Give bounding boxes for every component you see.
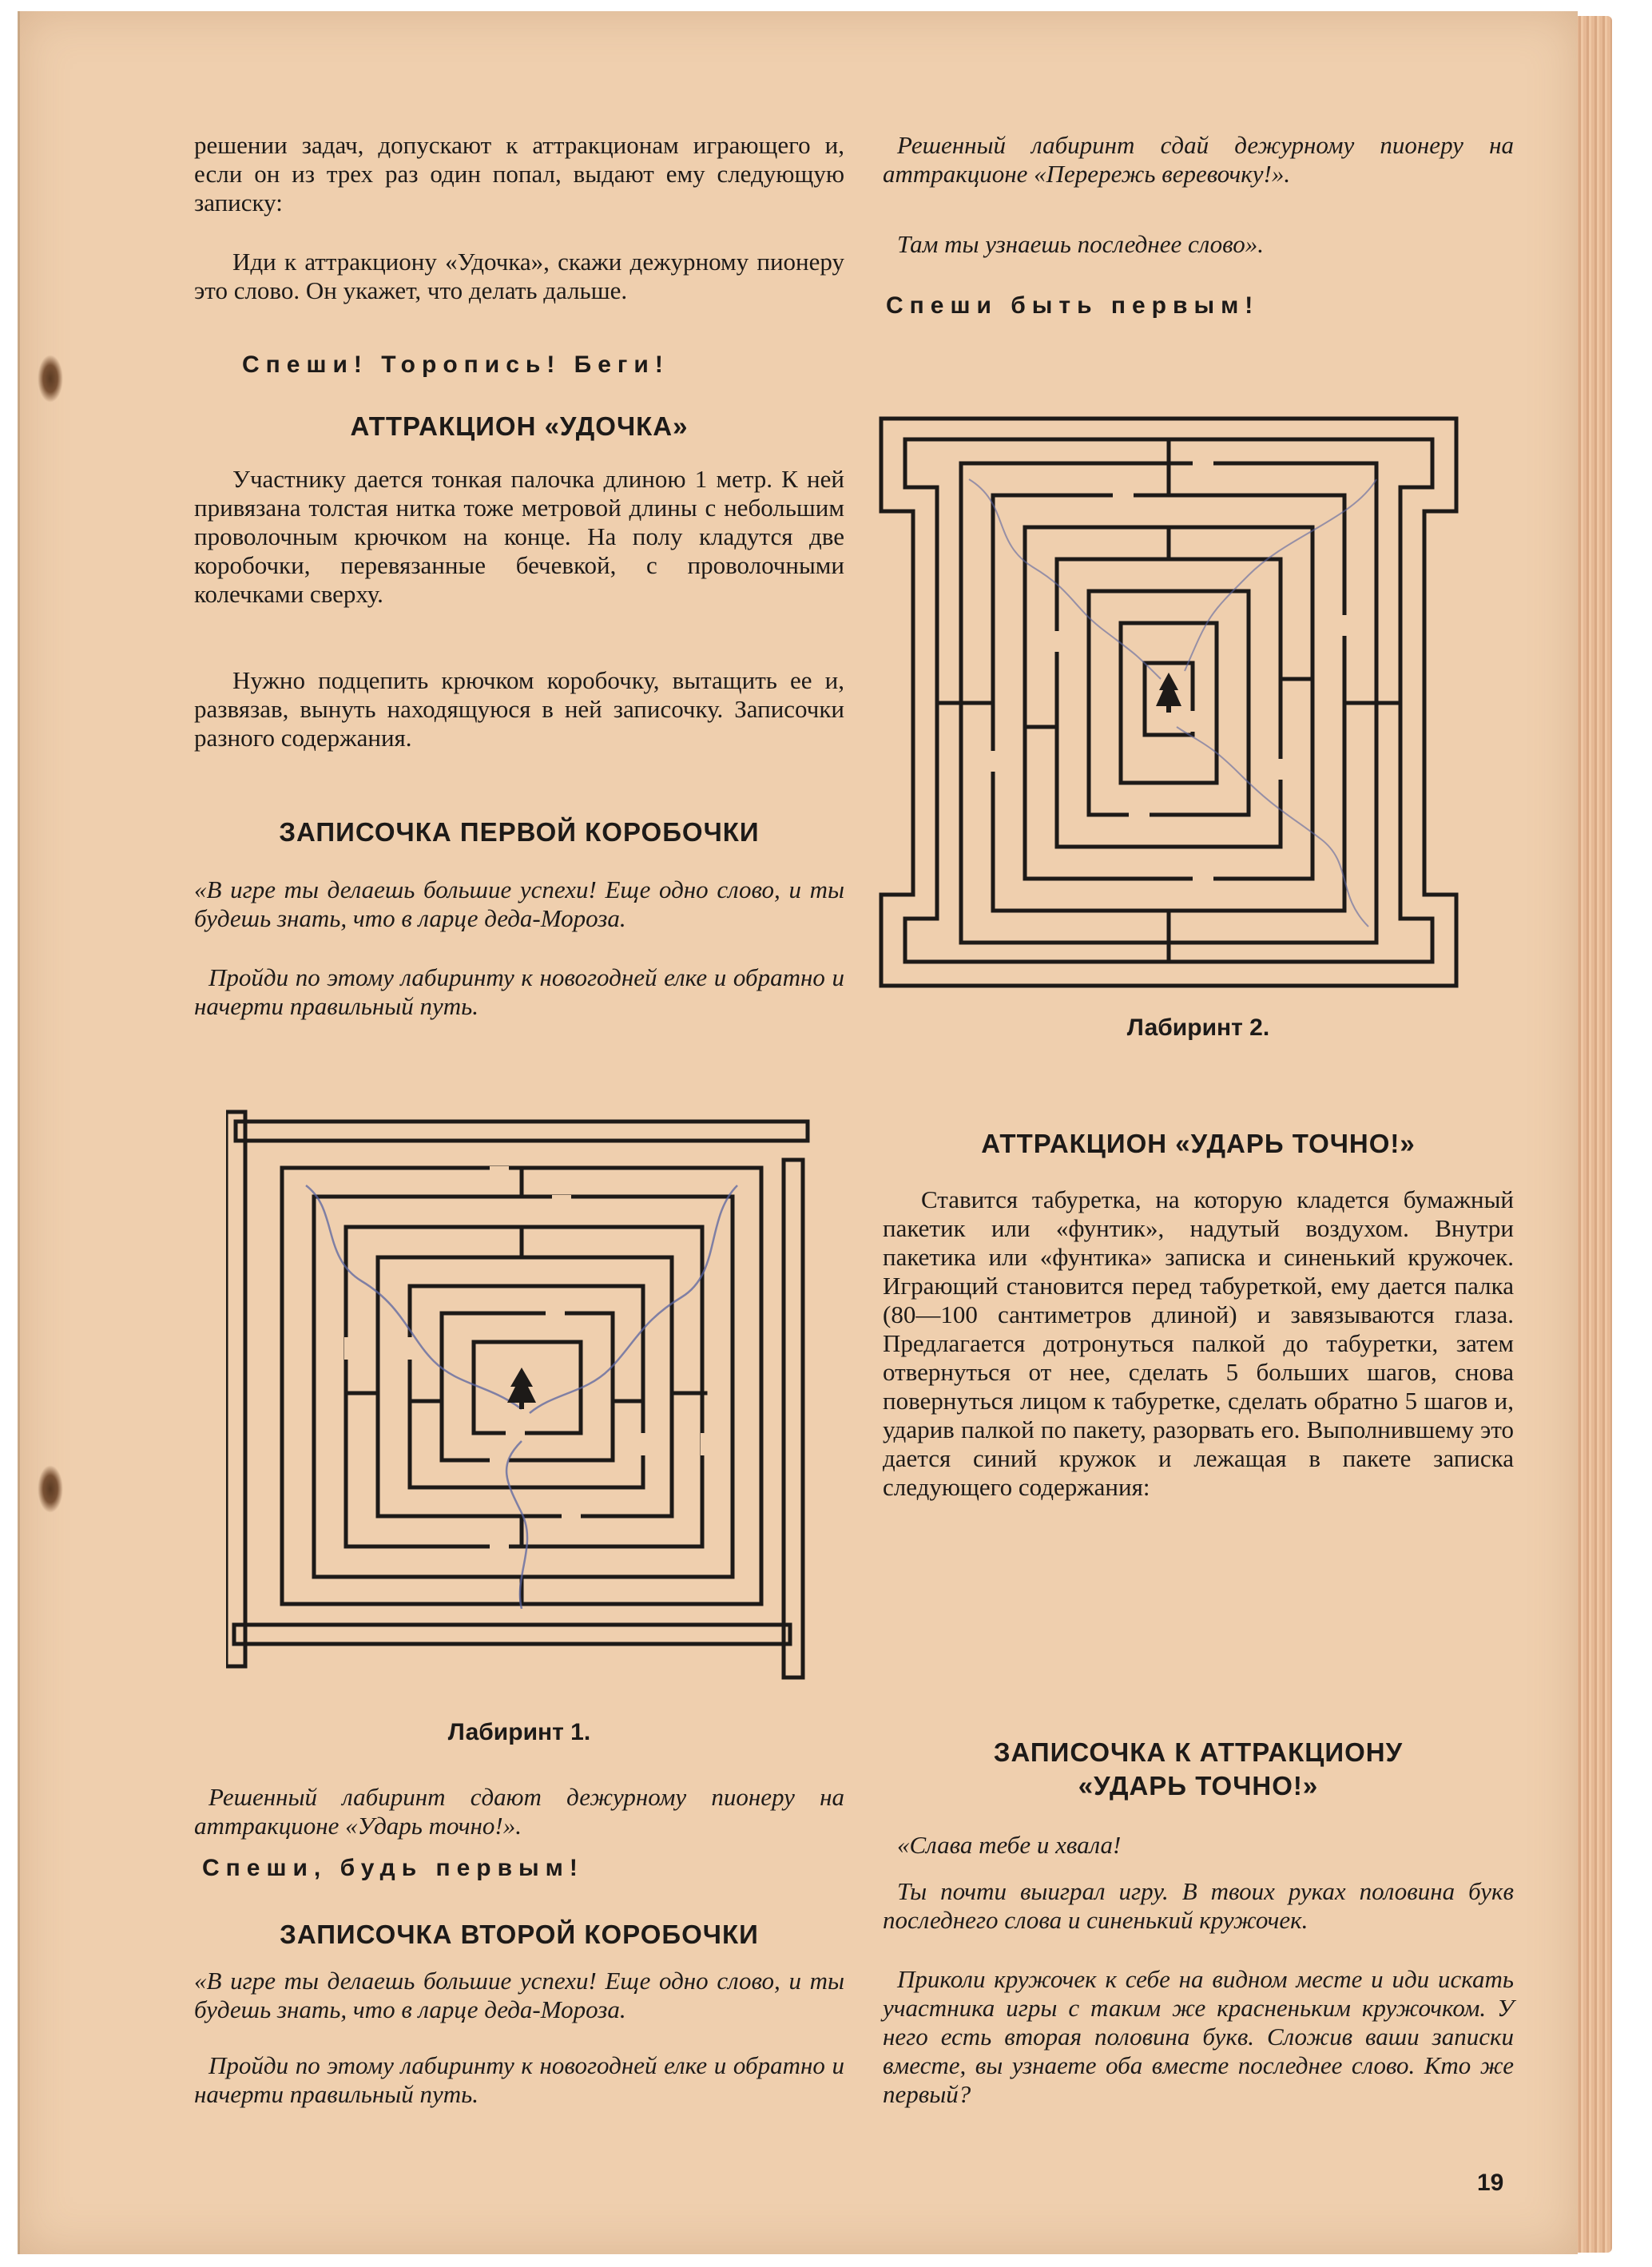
labyrinth-2: [873, 407, 1472, 999]
section-heading: ЗАПИСОЧКА К АТТРАКЦИОНУ: [993, 1737, 1404, 1767]
figure-caption: Лабиринт 2.: [1126, 1014, 1270, 1041]
paragraph: Иди к аттракциону «Удочка», скажи дежурному пионеру это слово. Он укажет, что делать дальше.: [194, 248, 844, 304]
section-heading: ЗАПИСОЧКА ВТОРОЙ КОРОБОЧКИ: [280, 1920, 759, 1949]
figure-caption: Лабиринт 1.: [447, 1719, 591, 1745]
hurry-line: Спеши, будь первым!: [202, 1855, 584, 1881]
hurry-line: Спеши! Торопись! Беги!: [242, 351, 669, 378]
note-paragraph: «В игре ты делаешь большие успехи! Еще одно слово, и ты будешь знать, что в ларце деда-Мороза.: [194, 1967, 844, 2023]
paragraph: Участнику дается тонкая палочка длиною 1 метр. К ней привязана толстая нитка тоже метровой длины с небольшим проволочным крючком на конце. На полу кладутся две коробочки, перевязанные бечевкой, с проволочными колечками сверху.: [194, 465, 844, 608]
note-paragraph: Приколи кружочек к себе на видном месте и иди искать участника игры с таким же красненьким кружочком. У него есть вторая половина букв. Сложив ваши записки вместе, вы узнаете оба вместе последнее слово. Кто же первый?: [883, 1965, 1514, 2108]
paragraph: Нужно подцепить крючком коробочку, вытащить ее и, развязав, вынуть находящуюся в ней записочку. Записочки разного содержания.: [194, 666, 844, 752]
book-page: [18, 11, 1578, 2254]
section-heading: ЗАПИСОЧКА ПЕРВОЙ КОРОБОЧКИ: [279, 817, 760, 847]
note-paragraph: Решенный лабиринт сдай дежурному пионеру на аттракционе «Перережь веревочку!».: [883, 131, 1514, 188]
note-paragraph: «В игре ты делаешь большие успехи! Еще одно слово, и ты будешь знать, что в ларце деда-Мороза.: [194, 875, 844, 932]
paragraph: решении задач, допускают к аттракционам играющего и, если он из трех раз один попал, выдают ему следующую записку:: [194, 131, 844, 216]
note-paragraph: Пройди по этому лабиринту к новогодней елке и обратно и начерти правильный путь.: [194, 2051, 844, 2108]
page-number: 19: [1477, 2170, 1504, 2196]
note-paragraph: Пройди по этому лабиринту к новогодней елке и обратно и начерти правильный путь.: [194, 963, 844, 1020]
page-edges: [1575, 16, 1612, 2253]
section-heading: «УДАРЬ ТОЧНО!»: [1078, 1771, 1319, 1800]
note-paragraph: Ты почти выиграл игру. В твоих руках половина букв последнего слова и синенький кружочек.: [883, 1877, 1514, 1934]
note-paragraph: Там ты узнаешь последнее слово».: [897, 230, 1264, 258]
staple-rust-mark: [38, 1465, 63, 1513]
note-paragraph: Решенный лабиринт сдают дежурному пионеру на аттракционе «Ударь точно!».: [194, 1783, 844, 1840]
section-heading: АТТРАКЦИОН «УДАРЬ ТОЧНО!»: [981, 1129, 1416, 1158]
note-paragraph: «Слава тебе и хвала!: [897, 1831, 1122, 1859]
labyrinth-1: [226, 1098, 833, 1705]
section-heading: АТТРАКЦИОН «УДОЧКА»: [350, 411, 689, 441]
hurry-line: Спеши быть первым!: [886, 292, 1260, 319]
staple-rust-mark: [38, 355, 63, 403]
paragraph: Ставится табуретка, на которую кладется бумажный пакетик или «фунтик», надутый воздухом. Внутри пакетика или «фунтика» записка и синенький кружочек. Играющий становится перед табуреткой, ему дается палка (80—100 сантиметров длиной) и завязываются глаза. Предлагается дотронуться палкой до табуретки, затем отвернуться от нее, сделать 5 больших шагов, снова повернуться лицом к табуретке, сделать обратно 5 шагов и, ударив палкой по пакету, разорвать его. Выполнившему это дается синий кружок и лежащая в пакете записка следующего содержания:: [883, 1185, 1514, 1501]
